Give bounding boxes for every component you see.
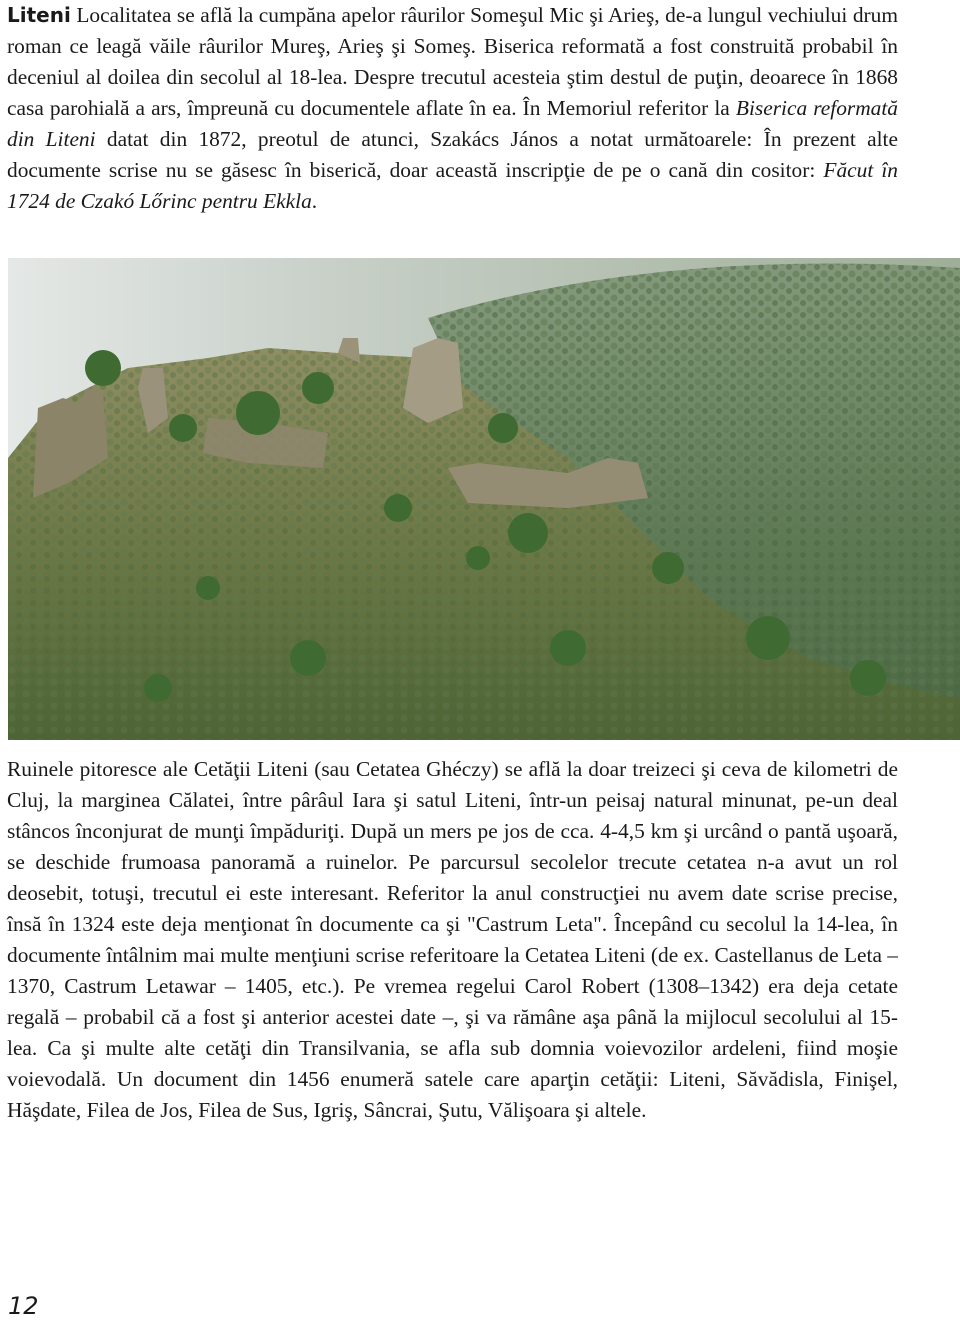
intro-italic-church: Biserica reformată din Liteni	[7, 96, 899, 151]
intro-text-part2: datat din 1872, preotul de atunci, Szakács János a notat următoarele: În prezent alte documente scrise nu se găsesc în biserică, doar această inscripţie de pe o cană din cositor:	[7, 127, 898, 182]
section-title: Liteni	[7, 3, 71, 27]
body-paragraph: Ruinele pitoresce ale Cetăţii Liteni (sau Cetatea Ghéczy) se află la doar treizeci şi ceva de kilometri de Cluj, la marginea Călatei, între pârâul Iara şi satul Liteni, într-un peisaj natural minunat, pe-un deal stâncos înconjurat de munţi împăduriţi. După un mers pe jos de cca. 4-4,5 km şi urcând o pantă uşoară, se deschide frumoasa panoramă a ruinelor. Pe parcursul secolelor trecute cetatea n-a avut un rol deosebit, totuşi, trecutul ei este interesant. Referitor la anul construcţiei nu avem date scrise precise, însă în 1324 este deja menţionat în documente ca şi "Castrum Leta". Începând cu secolul la 14-lea, în documente întâlnim mai multe menţiuni scrise referitoare la Cetatea Liteni (de ex. Castellanus de Leta – 1370, Castrum Letawar – 1405, etc.). Pe vremea regelui Carol Robert (1308–1342) era deja cetate regală – probabil că a fost şi anterior acestei date –, şi va rămâne aşa până la mijlocul secolului al 15-lea. Ca şi multe alte cetăţi din Transilvania, se afla sub domnia voievozilor ardeleni, fiind moşie voievodală. Un document din 1456 enumeră satele care aparţin cetăţii: Liteni, Săvădisla, Finişel, Hăşdate, Filea de Jos, Filea de Sus, Igriş, Sâncrai, Şutu, Vălişoara şi altele.	[7, 757, 898, 1122]
intro-paragraph	[7, 0, 898, 217]
castle-ruins-photo	[8, 258, 960, 740]
intro-text-part3: .	[311, 189, 318, 213]
intro-italic-inscription: Făcut în 1724 de Czakó Lőrinc pentru Ekkla	[7, 158, 898, 213]
page-number: 12	[8, 1292, 39, 1320]
intro-text-part1: Localitatea se află la cumpăna apelor râurilor Someşul Mic şi Arieş, de-a lungul vechiului drum roman ce leagă văile râurilor Mureş, Arieş şi Someş. Biserica reformată a fost construită probabil în deceniul al doilea din secolul al 18-lea. Despre trecutul acesteia ştim destul de puţin, deoarece în 1868 casa parohială a ars, împreună cu documentele aflate în ea. În Memoriul referitor la	[7, 3, 898, 120]
